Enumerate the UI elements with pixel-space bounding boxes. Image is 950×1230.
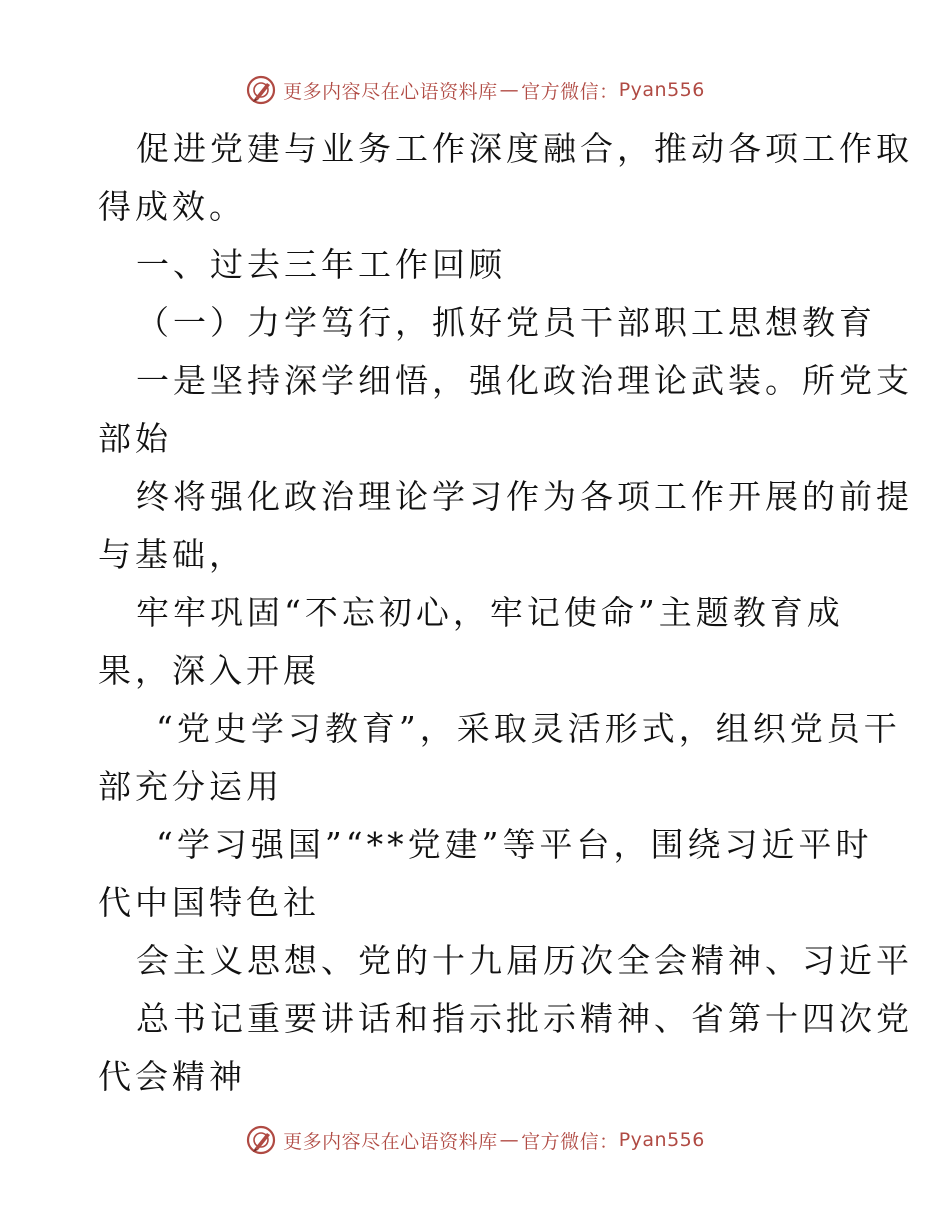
watermark-wechat-id: Pyan556 [618,79,705,101]
paragraph-line: “学习强国”“**党建”等平台，围绕习近平时 [156,825,873,864]
paragraph-line: 牢牢巩固“不忘初心，牢记使命”主题教育成 [136,593,844,632]
watermark-main-text: 更多内容尽在心语资料库 [283,80,498,103]
subsection-heading: （一）力学笃行，抓好党员干部职工思想教育 [136,303,876,342]
paragraph-line: 终将强化政治理论学习作为各项工作开展的前提 [136,477,913,516]
paragraph-line: 一是坚持深学细悟，强化政治理论武装。所党支 [136,361,913,400]
watermark-footer [0,1120,950,1160]
paragraph-line: 与基础， [98,535,246,574]
paragraph-line: 得成效。 [98,187,246,226]
paragraph-line: “党史学习教育”，采取灵活形式，组织党员干 [156,709,901,748]
watermark-wechat-label: 官方微信： [521,80,619,103]
paragraph-line: 代会精神 [98,1057,246,1096]
watermark-main-text: 更多内容尽在心语资料库 [283,1130,498,1153]
watermark-header [0,70,950,110]
paragraph-line: 总书记重要讲话和指示批示精神、省第十四次党 [136,999,913,1038]
watermark-wechat-id: Pyan556 [618,1129,705,1151]
watermark-dash: — [499,1129,520,1151]
watermark-dash: — [499,79,520,101]
paragraph-line: 促进党建与业务工作深度融合，推动各项工作取 [136,129,913,168]
paragraph-line: 果，深入开展 [98,651,320,690]
section-heading: 一、过去三年工作回顾 [136,245,506,284]
pen-logo-icon [245,74,277,106]
pen-logo-icon [245,1124,277,1156]
paragraph-line: 会主义思想、党的十九届历次全会精神、习近平 [136,941,913,980]
watermark-wechat-label: 官方微信： [521,1130,619,1153]
document-body [98,120,913,1106]
paragraph-line: 部始 [98,419,172,458]
paragraph-line: 部充分运用 [98,767,283,806]
paragraph-line: 代中国特色社 [98,883,320,922]
